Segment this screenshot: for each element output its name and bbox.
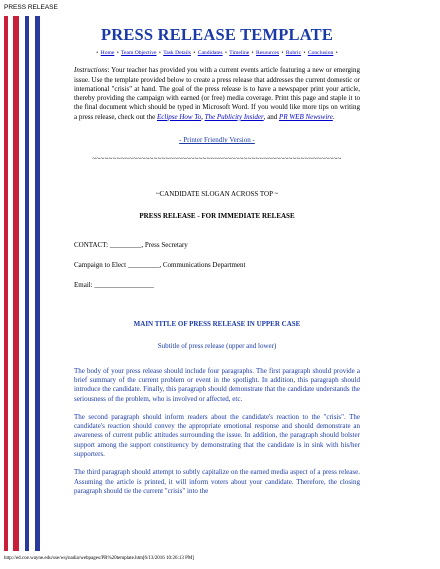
nav-link-rubric[interactable]: Rubric xyxy=(285,50,302,57)
press-release-heading: PRESS RELEASE - FOR IMMEDIATE RELEASE xyxy=(139,211,295,220)
printer-friendly-row xyxy=(74,136,360,145)
campaign-line: Campaign to Elect _________, Communications Department xyxy=(74,260,246,269)
body-paragraph-2: The second paragraph should inform readers about the candidate's reaction to the "crisis". The candidate's reaction should convey the appropriate emotional response and should demonstrate an awareness of current public attitudes surrounding the issue. In addition, the paragraph should bolster support among the support constituency by demonstrating that the candidate is in sink with his/her supporters. xyxy=(74,412,360,458)
email-line: Email: _________________ xyxy=(74,280,154,289)
nav-link-timeline[interactable]: Timeline xyxy=(229,50,250,57)
printer-friendly-link[interactable]: - Printer Friendly Version - xyxy=(179,136,255,145)
instructions-sep: , and xyxy=(263,112,280,121)
nav-link-conclusion[interactable]: Conclusion xyxy=(307,50,334,57)
nav-bullet: • xyxy=(193,50,196,57)
contact-line: CONTACT: _________, Press Secretary xyxy=(74,240,188,249)
main-title: MAIN TITLE OF PRESS RELEASE IN UPPER CASE xyxy=(133,319,301,328)
page-title: PRESS RELEASE TEMPLATE xyxy=(100,25,334,44)
candidate-slogan: ~CANDIDATE SLOGAN ACROSS TOP ~ xyxy=(155,189,279,198)
nav-link-candidates[interactable]: Candidates xyxy=(197,50,223,57)
nav-links xyxy=(74,50,360,57)
nav-bullet: • xyxy=(281,50,284,57)
nav-bullet: • xyxy=(251,50,254,57)
nav-bullet: • xyxy=(303,50,306,57)
link-publicity-insider[interactable]: The Publicity Insider xyxy=(204,112,264,121)
instructions-sep: , xyxy=(201,112,205,121)
nav-bullet: • xyxy=(158,50,161,57)
nav-bullet: • xyxy=(335,50,338,57)
page-content xyxy=(74,16,360,496)
link-eclipse-how-to[interactable]: Eclipse How To xyxy=(157,112,202,121)
tilde-divider: ~~~~~~~~~~~~~~~~~~~~~~~~~~~~~~~~~~~~~~~~~~~~~~~~~~~~~~~~~~~~~ xyxy=(92,155,342,163)
body-paragraph-3: The third paragraph should attempt to subtly capitalize on the earned media aspect of a press release. Assuming the article is printed, it will inform voters about your candidate. Therefore, the closing paragraph should tie the current "crisis" into the xyxy=(74,468,360,495)
body-paragraph-1: The body of your press release should include four paragraphs. The first paragraph should provide a brief summary of the current problem or event in the spotlight. In addition, this paragraph should introduce the candidate. Finally, this paragraph should demonstrate that the candidate understands the seriousness of the problem, who is involved or affected, etc. xyxy=(74,366,360,403)
nav-bullet: • xyxy=(116,50,119,57)
nav-link-home[interactable]: Home xyxy=(100,50,115,57)
nav-link-team-objective[interactable]: Team Objective xyxy=(121,50,157,57)
nav-link-resources[interactable]: Resources xyxy=(256,50,280,57)
flag-stripes xyxy=(4,16,46,551)
instructions-end: . xyxy=(332,112,335,121)
instructions-label: Instructions xyxy=(74,66,108,75)
nav-bullet: • xyxy=(96,50,99,57)
link-pr-web-newswire[interactable]: PR WEB Newswire xyxy=(279,112,333,121)
nav-link-task-details[interactable]: Task Details xyxy=(163,50,191,57)
nav-bullet: • xyxy=(224,50,227,57)
subtitle: Subtitle of press release (upper and lower) xyxy=(157,341,277,350)
instructions-text: : Your teacher has provided you with a current events article featuring a new or emerging issue. Use the template provided below to create a press release that addresses the current domestic or international "crisis" at hand. The goal of the press release is to have a newspaper print your article, thereby providing the campaign with earned (or free) media coverage. Print this page and staple it to the final document which should be typed in Microsoft Word. If you would like more tips on writing a press release, check out the xyxy=(74,66,360,121)
stripe-blue-2 xyxy=(35,16,40,551)
footer-url: http://ed.coe.wayne.edu/sse/wq/nadia/webpages/PR%20template.htm[6/13/2016 10:26:13 PM] xyxy=(4,556,194,561)
instructions-paragraph xyxy=(74,66,360,122)
browser-header-label: PRESS RELEASE xyxy=(4,4,58,11)
